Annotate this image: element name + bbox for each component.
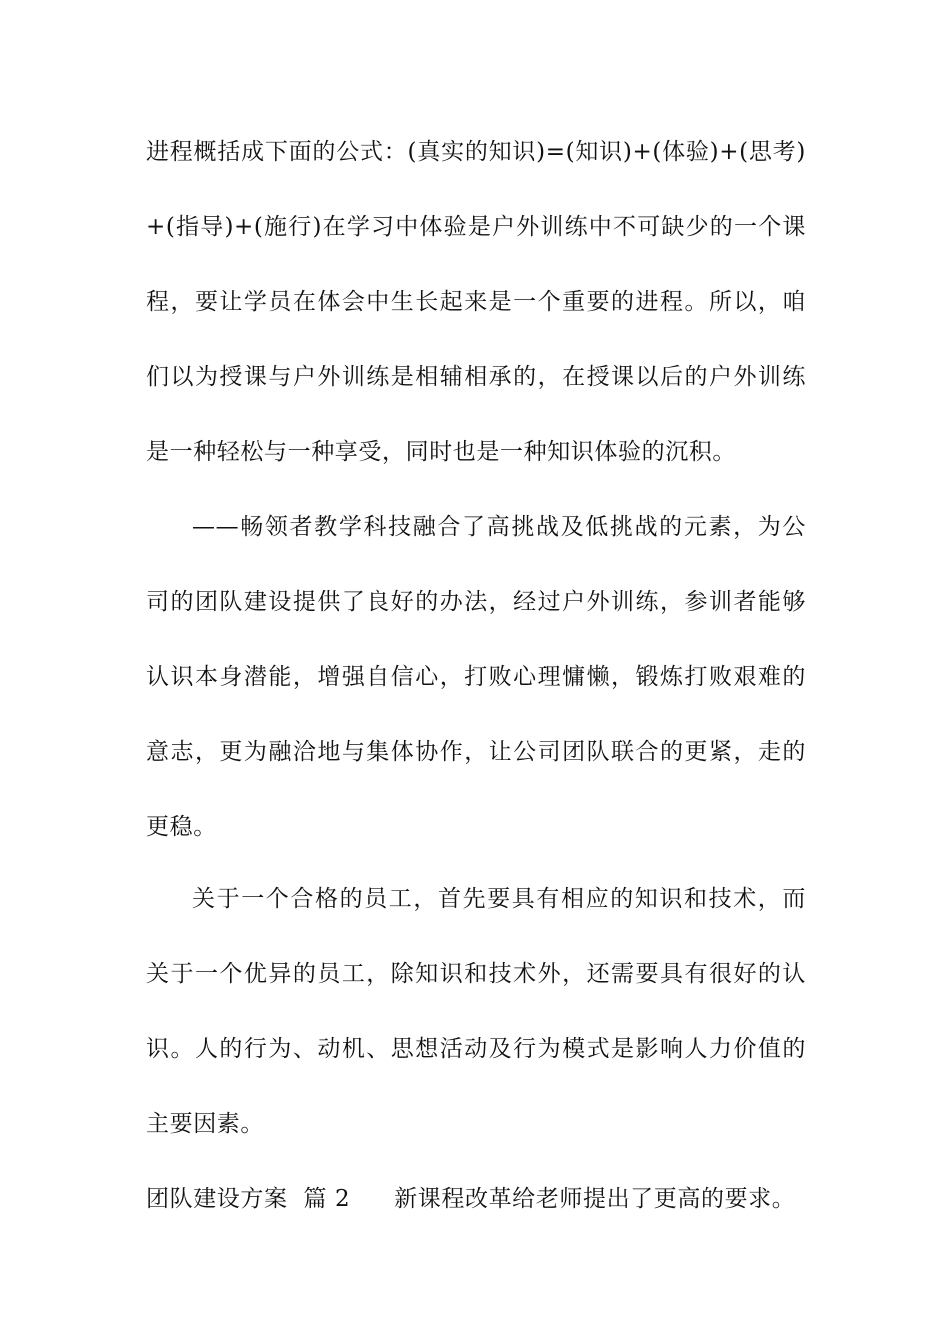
paragraph-line: 是一种轻松与一种享受，同时也是一种知识体验的沉积。 <box>146 439 736 465</box>
paragraph-line: 主要因素。 <box>146 1111 264 1137</box>
paragraph-line: 更稳。 <box>146 814 217 840</box>
paragraph-line: 关于一个合格的员工，首先要具有相应的知识和技术，而 <box>192 886 806 912</box>
section-part: 篇 2 <box>303 1186 351 1212</box>
section-heading-line <box>146 1184 806 1214</box>
section-first-text: 新课程改革给老师提出了更高的要求。 <box>394 1186 796 1212</box>
paragraph-line: 识。人的行为、动机、思想活动及行为模式是影响人力价值的 <box>146 1036 806 1062</box>
paragraph-line: 进程概括成下面的公式：(真实的知识)=(知识)+(体验)+(思考) <box>146 139 806 165</box>
paragraph-line: 程，要让学员在体会中生长起来是一个重要的进程。所以，咱 <box>146 289 806 315</box>
paragraph-line: 认识本身潜能，增强自信心，打败心理慵懒，锻炼打败艰难的 <box>146 664 806 690</box>
paragraph-line: ——畅领者教学科技融合了高挑战及低挑战的元素，为公 <box>192 514 806 540</box>
paragraph-line: +(指导)+(施行)在学习中体验是户外训练中不可缺少的一个课 <box>146 214 806 240</box>
paragraph-line: 们以为授课与户外训练是相辅相承的，在授课以后的户外训练 <box>146 364 806 390</box>
section-title: 团队建设方案 <box>146 1186 288 1212</box>
paragraph-line: 司的团队建设提供了良好的办法，经过户外训练，参训者能够 <box>146 589 806 615</box>
paragraph-line: 关于一个优异的员工，除知识和技术外，还需要具有很好的认 <box>146 961 806 987</box>
paragraph-line: 意志，更为融洽地与集体协作，让公司团队联合的更紧，走的 <box>146 739 806 765</box>
